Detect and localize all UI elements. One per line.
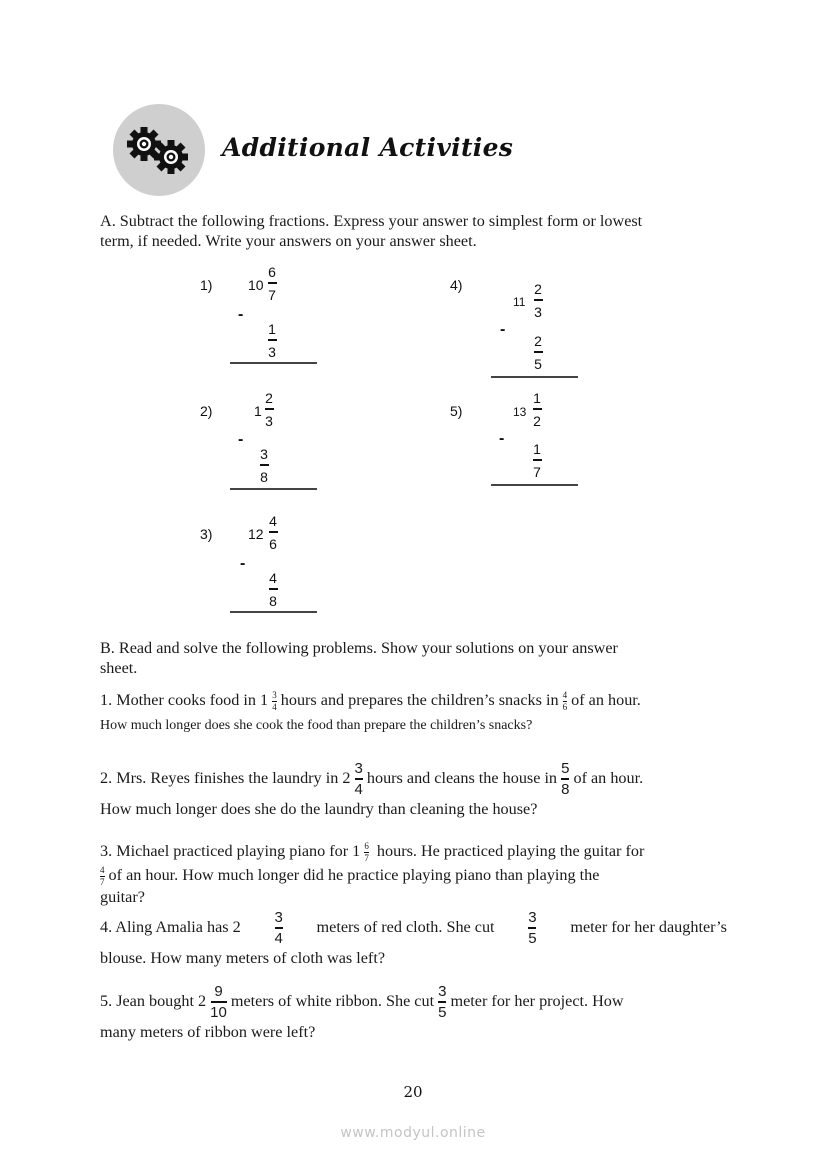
answer-line [491, 484, 578, 486]
word-problem-4 [100, 907, 740, 969]
problem-text: of an hour. [573, 769, 644, 788]
denominator: 3 [534, 303, 542, 320]
second-fraction [257, 447, 271, 484]
problem-question: many meters of ribbon were left? [100, 1023, 316, 1041]
minus-sign: - [238, 431, 244, 448]
whole-number: 11 [513, 295, 526, 309]
numerator: 3 [260, 446, 268, 462]
second-fraction [531, 334, 545, 371]
problem-text: 2. Mrs. Reyes finishes the laundry in 2 [100, 769, 351, 788]
section-a-instructions-line2: term, if needed. Write your answers on your answer sheet. [100, 231, 477, 250]
problem-text: meter for her daughter’s [570, 918, 727, 937]
fraction: $\frac{3}{5}$ [438, 983, 447, 1021]
problem-question: How much longer does she do the laundry than cleaning the house? [100, 800, 538, 818]
numerator: 4 [269, 570, 277, 586]
fraction: $\frac{4}{6}$ [562, 689, 568, 712]
numerator: 6 [268, 264, 276, 280]
problem-text: of an hour. How much longer did he practice playing piano than playing the [108, 866, 600, 885]
problem-text: of an hour. [571, 691, 641, 710]
denominator: 7 [533, 463, 541, 480]
problem-text: meters of red cloth. She cut [316, 918, 495, 937]
answer-line [230, 362, 317, 364]
fraction: $\frac{5}{8}$ [561, 760, 570, 798]
denominator: 3 [265, 412, 273, 429]
minus-sign: - [240, 555, 246, 572]
whole-number: 12 [248, 526, 264, 542]
second-fraction [265, 322, 279, 359]
first-fraction [265, 265, 279, 302]
numerator: 4 [269, 513, 277, 529]
gears-icon-badge [113, 104, 205, 196]
problem-text: hours and prepares the children’s snacks in [280, 691, 559, 710]
page-title: Additional Activities [222, 133, 514, 162]
minus-sign: - [500, 321, 506, 338]
second-fraction [530, 442, 544, 479]
minus-sign: - [499, 430, 505, 447]
first-fraction [262, 391, 276, 428]
denominator: 8 [269, 592, 277, 609]
fraction: $\frac{9}{10}$ [210, 983, 227, 1021]
first-fraction [530, 391, 544, 428]
answer-line [230, 488, 317, 490]
word-problem-3 [100, 840, 740, 908]
fraction: $\frac{6}{7}$ [364, 840, 369, 863]
problem-question: guitar? [100, 888, 145, 906]
numerator: 2 [534, 281, 542, 297]
numerator: 2 [534, 333, 542, 349]
section-b-instructions-line1: B. Read and solve the following problems. Show your solutions on your answer [100, 639, 618, 657]
denominator: 8 [260, 468, 268, 485]
first-fraction [266, 514, 280, 551]
section-a-instructions-line1: A. Subtract the following fractions. Express your answer to simplest form or lowest [100, 212, 643, 230]
problem-question: How much longer does she cook the food than prepare the children’s snacks? [100, 718, 533, 733]
problem-label: 2) [200, 403, 213, 419]
minus-sign: - [238, 306, 244, 323]
word-problem-2 [100, 758, 740, 820]
denominator: 2 [533, 412, 541, 429]
problem-text: hours and cleans the house in [366, 769, 558, 788]
denominator: 3 [268, 343, 276, 360]
numerator: 1 [533, 441, 541, 457]
fraction: $\frac{3}{5}$ [528, 909, 537, 947]
whole-number: 13 [513, 405, 527, 419]
problem-text: 4. Aling Amalia has 2 [100, 918, 241, 937]
page-number: 20 [403, 1083, 423, 1101]
gears-icon [113, 104, 205, 196]
section-b-instructions-line2: sheet. [100, 658, 138, 677]
section-a-instructions [100, 212, 740, 251]
problem-text: 5. Jean bought 2 [100, 992, 207, 1011]
fraction: $\frac{3}{4}$ [354, 760, 363, 798]
whole-number: 10 [248, 277, 264, 293]
fraction: $\frac{3}{4}$ [272, 689, 277, 712]
fraction: $\frac{4}{7}$ [100, 864, 105, 887]
problem-text: meter for her project. How [450, 992, 624, 1011]
watermark-link[interactable]: www.modyul.online [340, 1125, 486, 1141]
problem-text: meters of white ribbon. She cut [230, 992, 435, 1011]
problem-label: 4) [450, 277, 463, 293]
problem-text: hours. He practiced playing the guitar for [376, 842, 645, 861]
answer-line [491, 376, 578, 378]
fraction: $\frac{3}{4}$ [274, 909, 283, 947]
problem-question: blouse. How many meters of cloth was left? [100, 949, 386, 967]
numerator: 2 [265, 390, 273, 406]
denominator: 5 [534, 355, 542, 372]
numerator: 1 [268, 321, 276, 337]
first-fraction [531, 282, 545, 319]
whole-number: 1 [254, 403, 262, 419]
section-b-instructions [100, 639, 740, 678]
problem-text: 3. Michael practiced playing piano for 1 [100, 842, 361, 861]
word-problem-1 [100, 688, 740, 736]
second-fraction [266, 571, 280, 608]
problem-label: 3) [200, 526, 213, 542]
word-problem-5 [100, 981, 740, 1043]
numerator: 1 [533, 390, 541, 406]
problem-label: 1) [200, 277, 213, 293]
denominator: 7 [268, 286, 276, 303]
answer-line [230, 611, 317, 613]
problem-text: 1. Mother cooks food in 1 [100, 691, 269, 710]
denominator: 6 [269, 535, 277, 552]
problem-label: 5) [450, 403, 463, 419]
